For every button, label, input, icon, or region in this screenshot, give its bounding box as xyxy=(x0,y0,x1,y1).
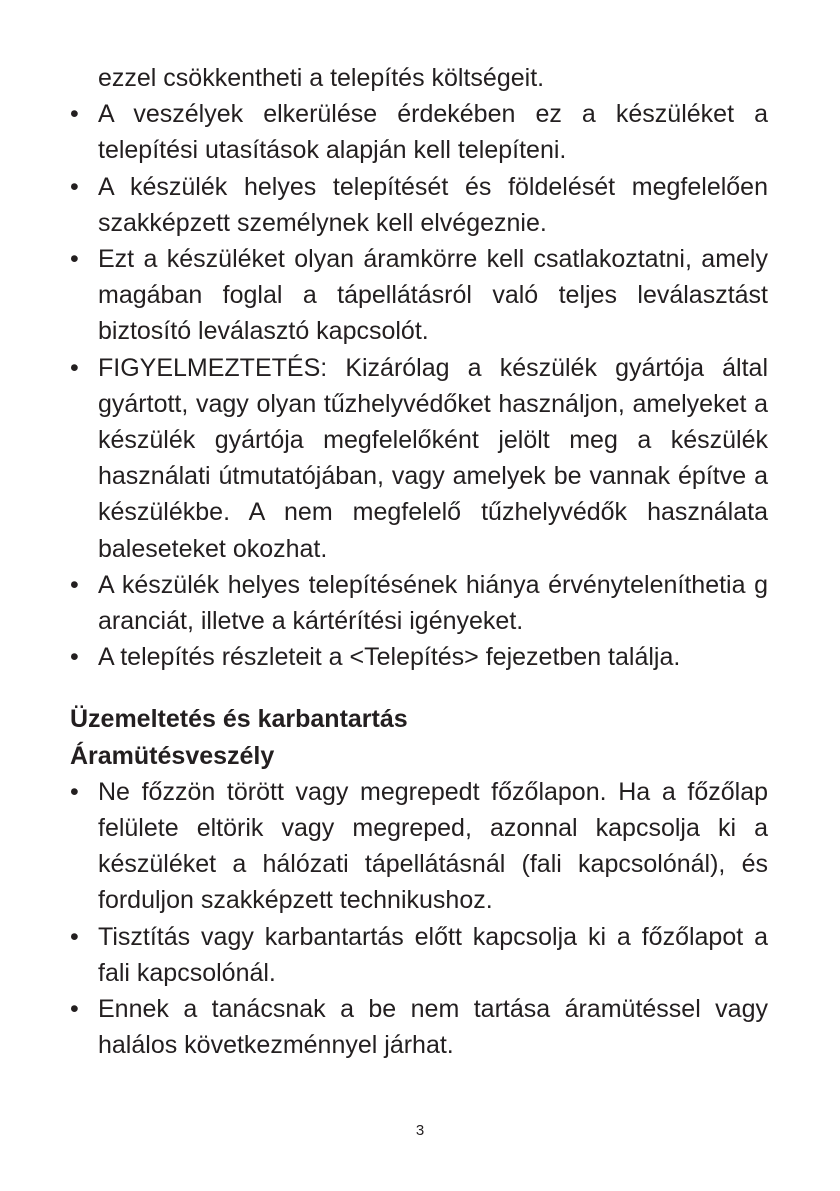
list-item-text: A telepítés részleteit a <Telepítés> fejezetben találja. xyxy=(98,643,681,672)
install-bullet-list xyxy=(70,96,768,675)
section-heading: Üzemeltetés és karbantartás xyxy=(70,705,408,734)
bullet-marker: • xyxy=(70,922,79,951)
list-item xyxy=(70,241,768,350)
section-spacer xyxy=(70,675,768,701)
list-item xyxy=(70,96,768,168)
bullet-marker: • xyxy=(70,570,79,599)
intro-continuation: ezzel csökkentheti a telepítés költségeit. xyxy=(98,64,545,92)
list-item-text: Ennek a tanácsnak a be nem tartása áramütéssel vagy halálos következménnyel járhat. xyxy=(98,995,768,1060)
list-item xyxy=(70,774,768,919)
list-item-text: Ezt a készüléket olyan áramkörre kell csatlakoztatni, amely magában foglal a tápellátásról való teljes leválasztást biztosító leválasztó kapcsolót. xyxy=(98,245,768,346)
list-item-text: Tisztítás vagy karbantartás előtt kapcsolja ki a főzőlapot a fali kapcsolónál. xyxy=(98,922,768,987)
bullet-marker: • xyxy=(70,172,79,201)
list-item xyxy=(70,567,768,639)
list-item-text: A készülék helyes telepítésének hiánya érvényteleníthetia garanciát, illetve a kártérítési igényeket. xyxy=(98,570,768,636)
subsection-heading: Áramütésveszély xyxy=(70,741,275,770)
bullet-marker: • xyxy=(70,777,79,806)
page-content xyxy=(70,60,768,1063)
list-item xyxy=(70,639,768,675)
bullet-marker: • xyxy=(70,643,79,672)
bullet-marker: • xyxy=(70,353,79,382)
list-item-text: Ne főzzön törött vagy megrepedt főzőlapon. Ha a főzőlap felülete eltörik vagy megreped, azonnal kapcsolja ki a készüléket a hálózati tápellátásnál (fali kapcsolónál), és forduljon szakképzett technikushoz. xyxy=(98,777,768,915)
page-number: 3 xyxy=(415,1122,425,1139)
operation-bullet-list xyxy=(70,774,768,1064)
list-item xyxy=(70,991,768,1063)
bullet-marker: • xyxy=(70,995,79,1024)
list-item xyxy=(70,919,768,991)
list-item xyxy=(70,350,768,567)
bullet-marker: • xyxy=(70,100,79,129)
list-item-text: A veszélyek elkerülése érdekében ez a készüléket a telepítési utasítások alapján kell telepíteni. xyxy=(98,100,768,165)
list-item-text: FIGYELMEZTETÉS: Kizárólag a készülék gyártója által gyártott, vagy olyan tűzhelyvédőket használjon, amelyeket a készülék gyártója megfelelőként jelölt meg a készülék használati útmutatójában, vagy amelyek be vannak építve a készülékbe. A nem megfelelő tűzhelyvédők használata baleseteket okozhat. xyxy=(98,353,768,563)
list-item xyxy=(70,169,768,241)
list-item-text: A készülék helyes telepítését és földelését megfelelően szakképzett személynek kell elvégeznie. xyxy=(98,172,768,237)
bullet-marker: • xyxy=(70,245,79,274)
